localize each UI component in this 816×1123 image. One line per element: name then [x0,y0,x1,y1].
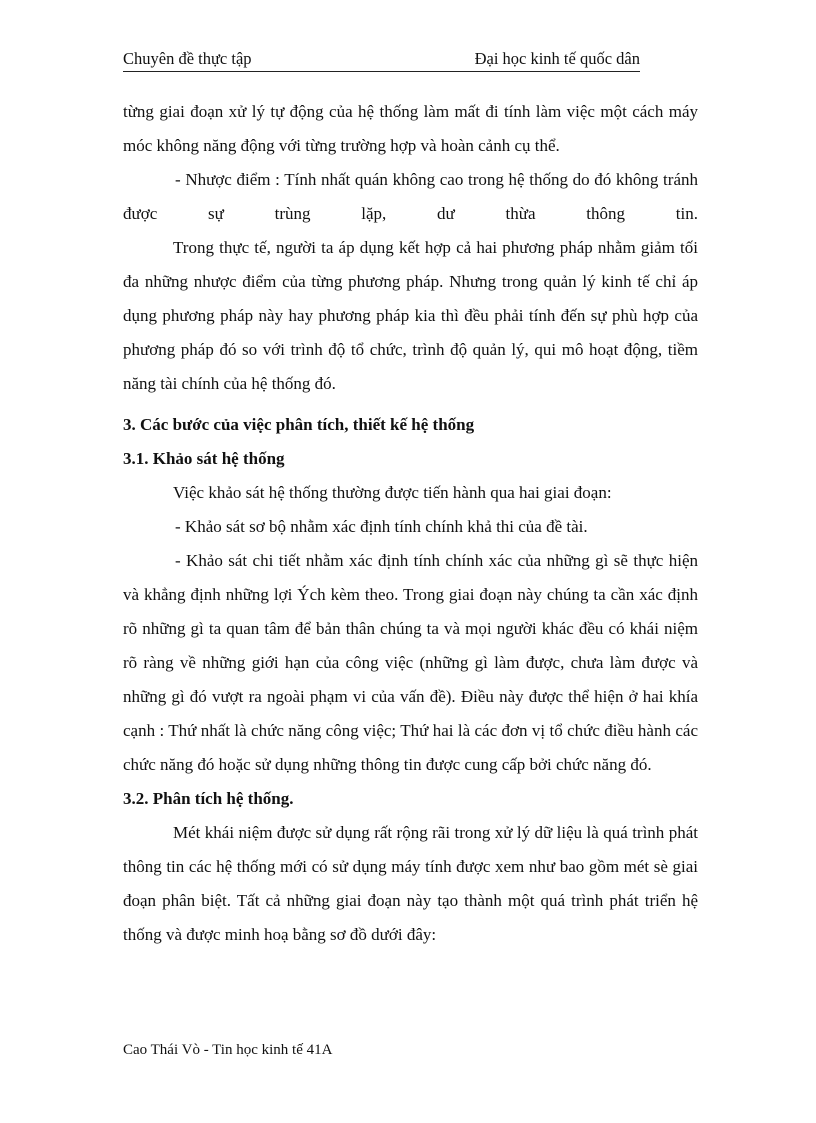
document-body [123,95,698,952]
header-right-title: Đại học kinh tế quốc dân [474,49,640,68]
paragraph-disadvantage: - Nhược điểm : Tính nhất quán không cao trong hệ thống do đó không tránh được sự trùng lặp, dư thừa thông tin. [123,170,698,223]
heading-section-3: 3. Các bước của việc phân tích, thiết kế hệ thống [123,415,475,434]
heading-section-3-1: 3.1. Khảo sát hệ thống [123,449,285,468]
paragraph-survey-intro: Việc khảo sát hệ thống thường được tiến hành qua hai giai đoạn: [173,483,612,502]
paragraph-survey-preliminary: - Khảo sát sơ bộ nhằm xác định tính chính khả thi của đề tài. [175,517,588,536]
page-header [123,49,640,72]
paragraph-analysis: Mét khái niệm được sử dụng rất rộng rãi trong xử lý dữ liệu là quá trình phát thông tin các hệ thống mới có sử dụng máy tính được xem như bao gồm mét sè giai đoạn phân biệt. Tất cả những giai đoạn này tạo thành một quá trình phát triển hệ thống và được minh hoạ bằng sơ đồ dưới đây: [123,823,698,944]
header-left-title: Chuyên đề thực tập [123,49,252,68]
paragraph-combination: Trong thực tế, người ta áp dụng kết hợp cả hai phương pháp nhằm giảm tối đa những nhược điểm của từng phương pháp. Nhưng trong quản lý kinh tế chỉ áp dụng phương pháp này hay phương pháp kia thì đều phải tính đến sự phù hợp của phương pháp đó so với trình độ tổ chức, trình độ quản lý, qui mô hoạt động, tiềm năng tài chính của hệ thống đó. [123,238,698,393]
heading-section-3-2: 3.2. Phân tích hệ thống. [123,789,294,808]
paragraph-survey-detailed: - Khảo sát chi tiết nhằm xác định tính chính xác của những gì sẽ thực hiện và khẳng định những lợi Ých kèm theo. Trong giai đoạn này chúng ta cần xác định rõ những gì ta quan tâm để bản thân chúng ta và mọi người khác đều có khái niệm rõ ràng về những giới hạn của công việc (những gì làm được, chưa làm được và những gì đó vượt ra ngoài phạm vi của vấn đề). Điều này được thể hiện ở hai khía cạnh : Thứ nhất là chức năng công việc; Thứ hai là các đơn vị tổ chức điều hành các chức năng đó hoặc sử dụng những thông tin được cung cấp bởi chức năng đó. [123,551,698,774]
page-footer: Cao Thái Vò - Tin học kinh tế 41A [123,1042,333,1058]
paragraph-continuation: từng giai đoạn xử lý tự động của hệ thống làm mất đi tính làm việc một cách máy móc không năng động với từng trường hợp và hoàn cảnh cụ thể. [123,102,698,155]
